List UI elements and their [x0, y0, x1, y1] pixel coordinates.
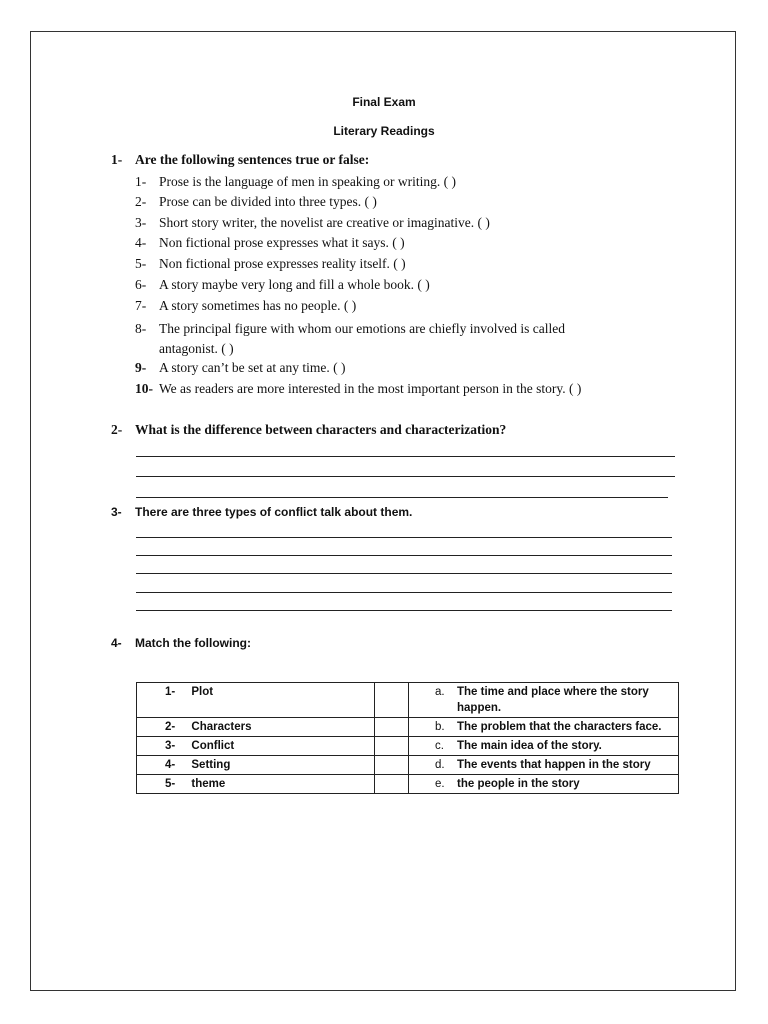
item-text-continued: antagonist. ( ): [159, 341, 234, 356]
question-text: There are three types of conflict talk about them.: [135, 505, 413, 519]
exam-subtitle: Literary Readings: [333, 124, 435, 138]
item-text: Non fictional prose expresses what it says. ( ): [159, 235, 405, 250]
term-number: 3-: [165, 740, 176, 752]
description-cell: [409, 756, 679, 775]
question-number: 1-: [111, 152, 123, 167]
tf-item: [135, 277, 430, 293]
answer-line[interactable]: [136, 592, 672, 593]
term-cell: [137, 756, 375, 775]
term-text: theme: [191, 778, 226, 790]
tf-item: [135, 381, 581, 397]
table-row: [137, 775, 679, 794]
item-number: 6-: [135, 277, 147, 292]
description-cell: [409, 683, 679, 718]
answer-cell[interactable]: [375, 756, 409, 775]
term-text: Conflict: [191, 740, 235, 752]
description-cell: [409, 737, 679, 756]
term-cell: [137, 737, 375, 756]
description-text: The problem that the characters face.: [457, 721, 662, 733]
item-text: A story sometimes has no people. ( ): [159, 298, 357, 313]
question-1-heading: [111, 152, 369, 168]
item-text: Prose is the language of men in speaking or writing. ( ): [159, 174, 456, 189]
item-text: We as readers are more interested in the most important person in the story. ( ): [159, 381, 582, 396]
item-number: 1-: [135, 174, 147, 189]
answer-cell[interactable]: [375, 775, 409, 794]
answer-line[interactable]: [136, 456, 675, 457]
term-text: Characters: [191, 721, 252, 733]
tf-item: [135, 319, 565, 359]
description-letter: e.: [435, 778, 445, 790]
item-number: 2-: [135, 194, 147, 209]
term-number: 1-: [165, 686, 176, 698]
matching-table: [136, 682, 679, 794]
description-cell: [409, 718, 679, 737]
tf-item: [135, 360, 345, 376]
answer-line[interactable]: [136, 555, 672, 556]
term-number: 4-: [165, 759, 176, 771]
question-number: 4-: [111, 636, 122, 650]
exam-title: Final Exam: [352, 95, 416, 109]
answer-cell[interactable]: [375, 683, 409, 718]
answer-line[interactable]: [136, 476, 675, 477]
question-number: 2-: [111, 422, 123, 437]
term-cell: [137, 683, 375, 718]
table-row: [137, 756, 679, 775]
answer-cell[interactable]: [375, 718, 409, 737]
item-number: 4-: [135, 235, 147, 250]
table-row: [137, 718, 679, 737]
exam-page: [30, 31, 736, 991]
answer-cell[interactable]: [375, 737, 409, 756]
item-number: 8-: [135, 321, 147, 336]
description-letter: d.: [435, 759, 445, 771]
description-text: The main idea of the story.: [457, 740, 602, 752]
tf-item: [135, 194, 377, 210]
description-text: The time and place where the story happen.: [457, 686, 649, 714]
item-number: 3-: [135, 215, 147, 230]
item-text: Short story writer, the novelist are creative or imaginative. ( ): [159, 215, 490, 230]
question-2-heading: [111, 422, 506, 438]
question-number: 3-: [111, 505, 122, 519]
item-number: 5-: [135, 256, 147, 271]
answer-line[interactable]: [136, 610, 672, 611]
term-number: 2-: [165, 721, 176, 733]
item-number: 7-: [135, 298, 147, 313]
tf-item: [135, 215, 490, 231]
table-row: [137, 737, 679, 756]
item-text: Prose can be divided into three types. ( ): [159, 194, 377, 209]
term-number: 5-: [165, 778, 176, 790]
tf-item: [135, 298, 356, 314]
term-cell: [137, 775, 375, 794]
tf-item: [135, 235, 405, 251]
item-text: Non fictional prose expresses reality itself. ( ): [159, 256, 406, 271]
description-cell: [409, 775, 679, 794]
question-text: What is the difference between characters and characterization?: [135, 422, 507, 437]
item-text: The principal figure with whom our emotions are chiefly involved is called: [159, 321, 566, 336]
description-letter: a.: [435, 686, 445, 698]
tf-item: [135, 256, 406, 272]
question-4-heading: [111, 636, 251, 650]
item-text: A story maybe very long and fill a whole book. ( ): [159, 277, 430, 292]
question-text: Are the following sentences true or false:: [135, 152, 370, 167]
term-text: Plot: [191, 686, 214, 698]
answer-line[interactable]: [136, 497, 668, 498]
tf-item: [135, 174, 456, 190]
term-text: Setting: [191, 759, 231, 771]
item-number: 9-: [135, 360, 147, 375]
description-letter: c.: [435, 740, 444, 752]
description-text: the people in the story: [457, 778, 580, 790]
term-cell: [137, 718, 375, 737]
item-number: 10-: [135, 381, 153, 396]
description-text: The events that happen in the story: [457, 759, 651, 771]
description-letter: b.: [435, 721, 445, 733]
answer-line[interactable]: [136, 573, 672, 574]
question-3-heading: [111, 505, 412, 519]
table-row: [137, 683, 679, 718]
answer-line[interactable]: [136, 537, 672, 538]
question-text: Match the following:: [135, 636, 251, 650]
item-text: A story can’t be set at any time. ( ): [159, 360, 346, 375]
